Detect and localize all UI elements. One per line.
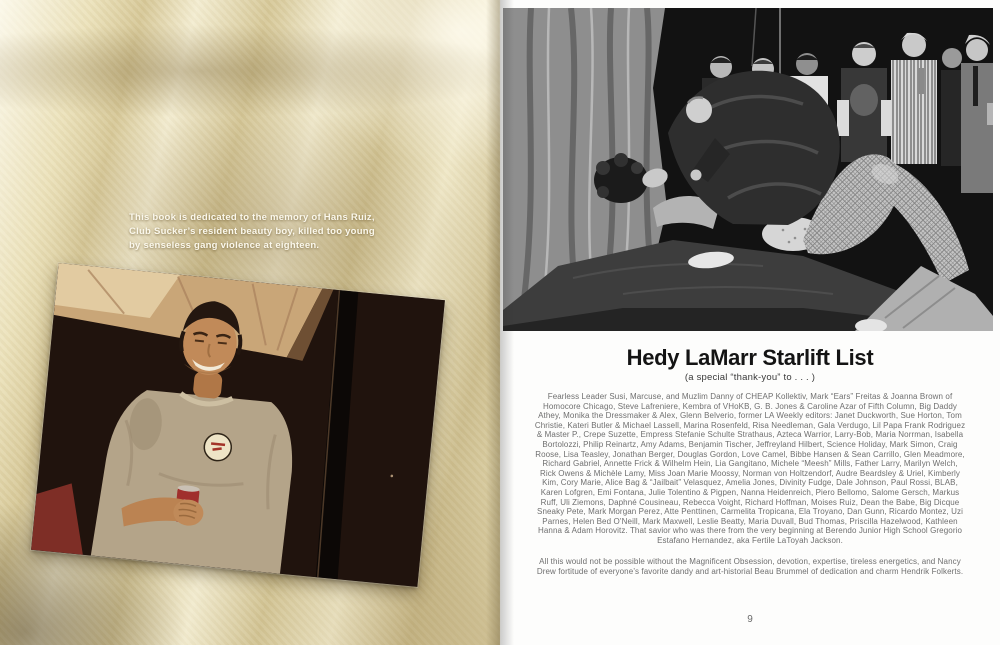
dedication-line-2: Club Sucker’s resident beauty boy, killed too young: [129, 226, 375, 237]
snapshot-photo: [31, 263, 445, 587]
page-number: 9: [747, 614, 753, 625]
dedication-line-1: This book is dedicated to the memory of Hans Ruiz,: [129, 212, 375, 223]
dedication-text: [129, 211, 375, 253]
dedication-line-3: by senseless gang violence at eighteen.: [129, 240, 320, 251]
right-page: [500, 0, 1000, 645]
performance-photo: [503, 8, 993, 331]
performance-illustration: [503, 8, 993, 331]
snapshot-illustration: [31, 263, 445, 587]
thank-you-list: Fearless Leader Susi, Marcuse, and Muzlim Danny of CHEAP Kollektiv, Mark “Ears” Freitas & Joanna Brown of Homocore Chicago, Steve Lafreniere, Kembra of VHoKB, G. B. Jones & Caroline Azar of Fifth Column, Big Daddy Athey, Monika the Dressmaker & Alex, Glenn Belverio, former LA Weekly editors: Janet Duckworth, Sue Horton, Tom Christie, Kateri Butler & Michael Lassell, Marina Rosenfeld, Risa Needleman, Gala Verdugo, Lil Papa Frank Rodriguez & Master P., Crepe Suzette, Empress Stefanie Schulte Strathaus, Azteca Warrior, Larry-Bob, Maria Norrman, Isabella Bortolozzi, Philip Reinartz, Amy Adams, Benjamin Tischer, Jeffreyland Hilbert, Science Holiday, Mark Simon, Craig Roose, Lisa Teasley, Jonathan Berger, Douglas Gordon, Love Camel, Bibbe Hansen & Sean Carrillo, Glen Meadmore, Richard Gabriel, Annette Frick & Wilhelm Hein, Lia Gangitano, Michele “Meesh” Mills, Father Larry, Marilyn Welch, Rick Owens & Michèle Lamy, Miss Joan Marie Moossy, Norman von Holtzendorf, Audre Beardsley & Uriel, Kimberly Kim, Cory Marie, Alice Bag & “Jailbait” Velasquez, Amelia Jones, Divinity Fudge, Dale Johnson, Paul Rossi, BLAB, Karen Lofgren, Emi Fontana, Julie Tolentino & Pigpen, Nanna Heidenreich, Piero Bellomo, Salome Gersch, Markus Ruff, Uli Ziemons, Daphné Cousineau, Rebecca Voight, Richard Hoffman, Moises Ruiz, Dean the Babe, Big Dicque Sneaky Pete, Mark Morgan Perez, Atte Penttinen, Carmelita Tropicana, Ela Troyano, Dan Gunn, Ricardo Montez, Uzi Parnes, Helen Bed O’Neill, Mark Maxwell, Leslie Beatty, Maria Duvall, Bud Thomas, Priscilla Hazelwood, Kathleen Hanna & Adam Horovitz. That savior who was there from the very beginning at Berendo Junior High School Gregorio Estafano Hernandez, aka Fertile LaToyah Jackson.: [534, 392, 966, 545]
closing-paragraph: All this would not be possible without the Magnificent Obsession, devotion, expertise, tireless energetics, and Nancy Drew fortitude of everyone’s favorite dandy and art-historial Beau Brummel of dedication and charm Hendrik Folkerts.: [536, 557, 964, 576]
page-subtitle: (a special “thank-you” to . . . ): [684, 372, 816, 383]
page-title: Hedy LaMarr Starlift List: [626, 345, 874, 370]
